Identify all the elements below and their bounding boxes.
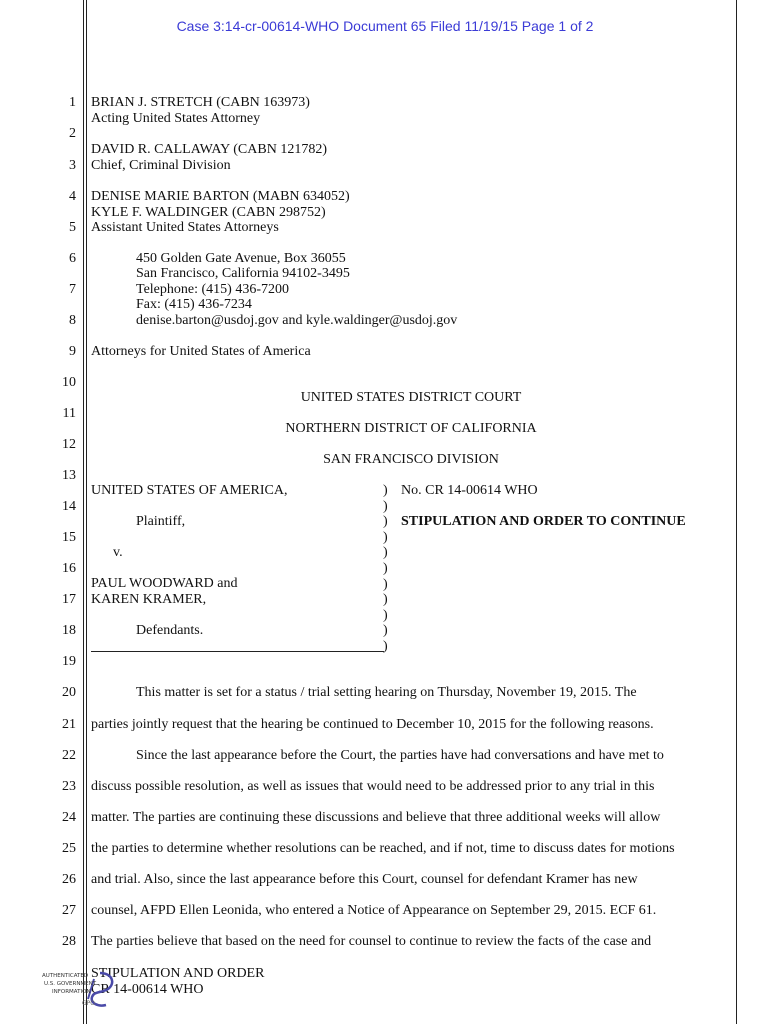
gpo-seal-icon — [42, 965, 122, 1011]
court-division: SAN FRANCISCO DIVISION — [323, 452, 499, 467]
court-district: NORTHERN DISTRICT OF CALIFORNIA — [285, 421, 537, 436]
line-number: 11 — [62, 406, 76, 421]
seal-text-3: INFORMATION — [52, 989, 91, 995]
line-number: 17 — [62, 592, 76, 607]
body-line: the parties to determine whether resolutions can be reached, and if not, time to discuss dates for motions — [91, 841, 675, 856]
gpo-authentication-seal — [42, 965, 122, 1011]
line-number: 7 — [69, 282, 76, 297]
line-number: 5 — [69, 220, 76, 235]
left-margin-rule-2 — [86, 0, 87, 1024]
counsel-line: Acting United States Attorney — [91, 111, 261, 126]
line-number: 1 — [69, 95, 76, 110]
line-number: 6 — [69, 251, 76, 266]
address-line: Fax: (415) 436-7234 — [136, 297, 252, 312]
line-number: 4 — [69, 189, 76, 204]
attorneys-for: Attorneys for United States of America — [91, 344, 311, 359]
line-number: 9 — [69, 344, 76, 359]
line-number: 8 — [69, 313, 76, 328]
body-line: counsel, AFPD Ellen Leonida, who entered a Notice of Appearance on September 29, 2015. ECF 61. — [91, 903, 657, 918]
versus: v. — [113, 545, 123, 560]
seal-text-1: AUTHENTICATED — [42, 973, 89, 979]
line-number: 12 — [62, 437, 76, 452]
line-number: 20 — [62, 685, 76, 700]
body-line: matter. The parties are continuing these discussions and believe that three additional weeks will allow — [91, 810, 661, 825]
body-line: This matter is set for a status / trial setting hearing on Thursday, November 19, 2015. The — [136, 685, 637, 700]
line-number: 10 — [62, 375, 76, 390]
line-number: 2 — [69, 126, 76, 141]
line-number: 19 — [62, 654, 76, 669]
counsel-line: Chief, Criminal Division — [91, 158, 231, 173]
right-margin-rule — [736, 0, 737, 1024]
body-line: discuss possible resolution, as well as issues that would need to be addressed prior to any trial in this — [91, 779, 655, 794]
line-number: 23 — [62, 779, 76, 794]
seal-text-4: GPO — [82, 1000, 95, 1007]
counsel-line: KYLE F. WALDINGER (CABN 298752) — [91, 205, 326, 220]
email-line: denise.barton@usdoj.gov and kyle.waldinger@usdoj.gov — [136, 313, 458, 328]
line-number: 14 — [62, 499, 76, 514]
line-number: 24 — [62, 810, 76, 825]
line-number: 26 — [62, 872, 76, 887]
counsel-line: BRIAN J. STRETCH (CABN 163973) — [91, 95, 310, 110]
address-line: 450 Golden Gate Avenue, Box 36055 — [136, 251, 346, 266]
address-line: Telephone: (415) 436-7200 — [136, 282, 289, 297]
court-name: UNITED STATES DISTRICT COURT — [300, 390, 522, 405]
line-number: 3 — [69, 158, 76, 173]
defendant-name-2: KAREN KRAMER, — [91, 592, 207, 607]
line-number: 13 — [62, 468, 76, 483]
line-number: 18 — [62, 623, 76, 638]
line-number: 28 — [62, 934, 76, 949]
left-margin-rule-1 — [83, 0, 84, 1024]
counsel-line: DENISE MARIE BARTON (MABN 634052) — [91, 189, 350, 204]
defendant-role: Defendants. — [136, 623, 204, 638]
defendant-name-1: PAUL WOODWARD and — [91, 576, 238, 591]
body-line: parties jointly request that the hearing be continued to December 10, 2015 for the following reasons. — [91, 717, 654, 732]
line-number: 25 — [62, 841, 76, 856]
plaintiff-name: UNITED STATES OF AMERICA, — [91, 483, 288, 498]
line-number: 27 — [62, 903, 76, 918]
caption-parens: ) ) ) ) ) ) ) ) ) ) ) — [383, 483, 388, 654]
case-header: Case 3:14-cr-00614-WHO Document 65 Filed 11/19/15 Page 1 of 2 — [176, 18, 594, 34]
footer-title: STIPULATION AND ORDER — [91, 966, 265, 981]
plaintiff-role: Plaintiff, — [136, 514, 186, 529]
line-number: 22 — [62, 748, 76, 763]
address-line: San Francisco, California 94102-3495 — [136, 266, 350, 281]
counsel-line: DAVID R. CALLAWAY (CABN 121782) — [91, 142, 327, 157]
seal-text-2: U.S. GOVERNMENT — [44, 981, 97, 987]
line-number: 15 — [62, 530, 76, 545]
body-line: Since the last appearance before the Court, the parties have had conversations and have met to — [136, 748, 664, 763]
document-title: STIPULATION AND ORDER TO CONTINUE — [401, 514, 686, 529]
caption-underline — [91, 651, 384, 652]
line-number: 21 — [62, 717, 76, 732]
footer-case-number: CR 14-00614 WHO — [91, 982, 204, 997]
body-line: The parties believe that based on the need for counsel to continue to review the facts of the case and — [91, 934, 652, 949]
counsel-line: Assistant United States Attorneys — [91, 220, 279, 235]
body-line: and trial. Also, since the last appearance before this Court, counsel for defendant Kramer has new — [91, 872, 638, 887]
line-number: 16 — [62, 561, 76, 576]
case-number: No. CR 14-00614 WHO — [401, 483, 538, 498]
